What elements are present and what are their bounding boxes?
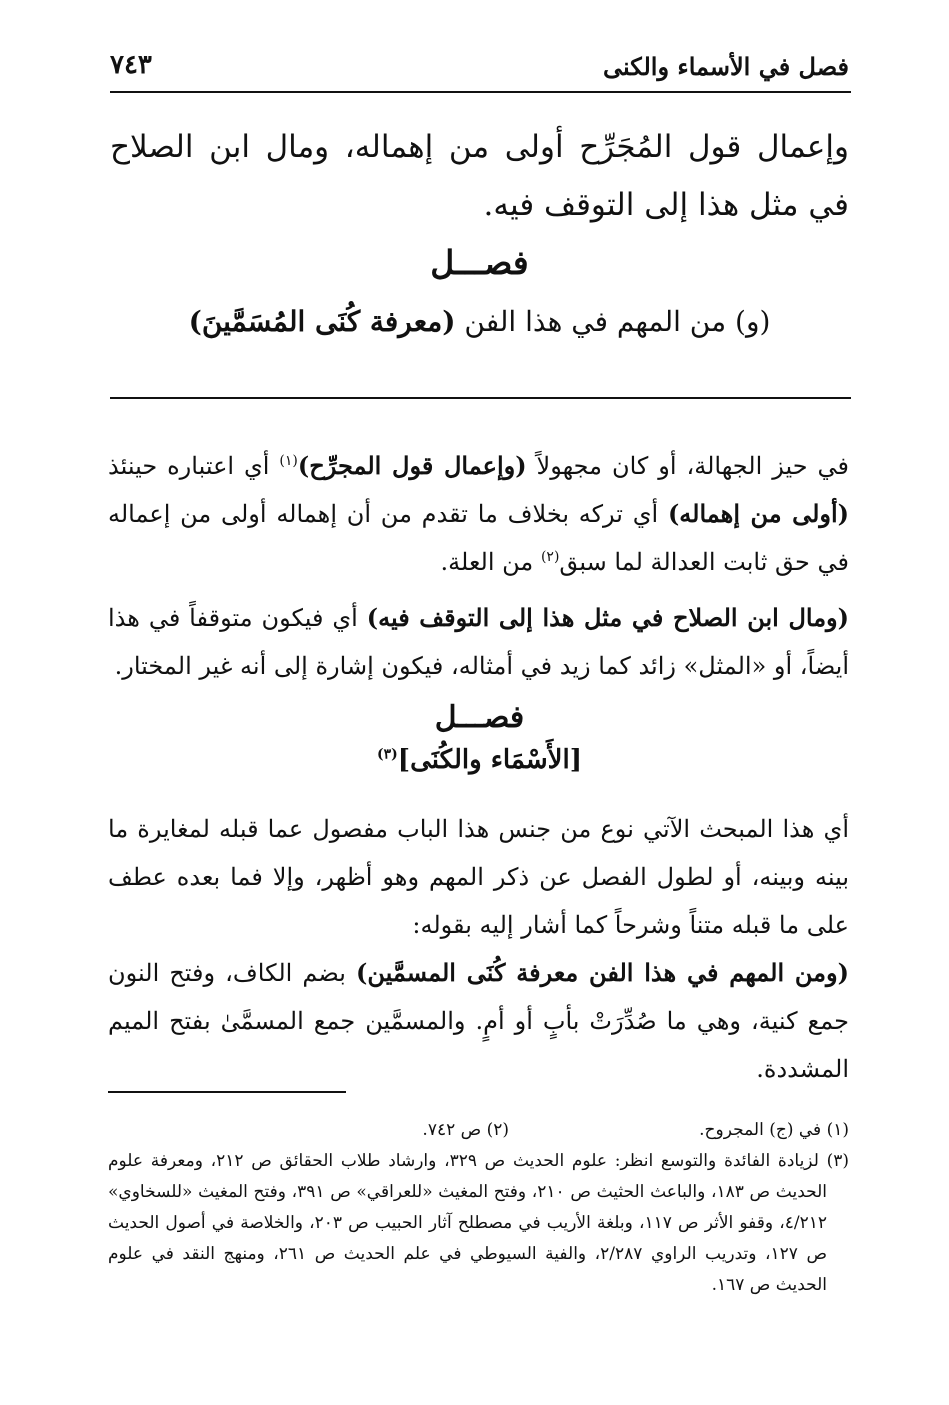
matn-section-heading: فصـــل: [430, 243, 529, 282]
commentary-block-2: [108, 805, 849, 1093]
matn-line: [110, 305, 849, 338]
commentary-paragraph-1: [108, 442, 849, 586]
running-title: فصل في الأسماء والكنى: [602, 52, 849, 81]
footnote-row: [108, 1115, 849, 1146]
running-header: [110, 38, 849, 90]
matn-paragraph: وإعمال قول المُجَرِّح أولى من إهماله، ومال ابن الصلاح في مثل هذا إلى التوقف فيه.: [110, 129, 849, 223]
header-rule: [110, 91, 851, 93]
section-heading: فصـــل: [434, 700, 525, 735]
bold-quote: (أولى من إهماله): [667, 499, 850, 528]
footnote-1: (١) في (ج) المجروح.: [699, 1120, 849, 1140]
text-run: بضم الكاف، وفتح النون جمع كنية، وهي ما صُدِّرَتْ بأبٍ أو أمٍ. والمسمَّين جمع المسمَّىٰ بفتح الميم المشددة.: [108, 959, 849, 1083]
commentary-paragraph-3: أي هذا المبحث الآتي نوع من جنس هذا الباب مفصول عما قبله لمغايرة ما بينه وبينه، أو لطول الفصل عن ذكر المهم وهو أظهر، وإلا فما بعده عطف على ما قبله متناً وشرحاً كما أشار إليه بقوله:: [108, 815, 849, 939]
footnote-rule: [108, 1091, 346, 1093]
subheading-text: [الأَسْمَاء والكُنَى]: [397, 745, 583, 775]
footnote-3: (٣) لزيادة الفائدة والتوسع انظر: علوم الحديث ص ٣٢٩، وارشاد طلاب الحقائق ص ٢١٢، ومعرفة علوم الحديث ص ١٨٣، والباعث الحثيث ص ٢١٠، وفتح المغيث «للعراقي» ص ٣٩١، وفتح المغيث «للسخاوي» ٤/٢١٢، وقفو الأثر ص ١١٧، وبلغة الأريب في مصطلح آثار الحبيب ص ٢٠٣، والخلاصة في أصول الحديث ص ١٢٧، وتدريب الراوي ٢/٢٨٧، والفية السيوطي في علم الحديث ص ٢٦١، ومنهج النقد في علوم الحديث ص ١٦٧.: [108, 1151, 850, 1295]
footnotes: [108, 1115, 849, 1301]
commentary-paragraph-2: [108, 594, 849, 690]
commentary-paragraph-4: [108, 949, 849, 1093]
section-subheading: [110, 745, 849, 775]
text-run: أي اعتباره حينئذ: [108, 452, 270, 480]
text-run: أي تركه بخلاف ما تقدم من أن إهماله أولى من إعماله في حق ثابت العدالة لما سبق: [108, 500, 849, 576]
footnote-ref: (٣): [376, 746, 398, 763]
bold-quote: (وإعمال قول المجرِّح): [297, 451, 527, 480]
page-number: ٧٤٣: [110, 50, 152, 80]
matn-line-bold: (معرفة كُنَى المُسَمَّينَ): [188, 305, 456, 338]
footnote-2: (٢) ص ٧٤٢.: [422, 1120, 509, 1140]
text-run: أي فيكون متوقفاً في هذا أيضاً، أو «المثل» زائد كما زيد في أمثاله، فيكون إشارة إلى أنه غير المختار.: [108, 604, 849, 680]
matn-line-prefix: (و) من المهم في هذا الفن: [464, 305, 771, 338]
commentary-block-1: [108, 442, 849, 690]
text-run: في حيز الجهالة، أو كان مجهولاً: [536, 452, 849, 480]
text-run: من العلة.: [440, 548, 534, 576]
footnote-ref: (٢): [540, 549, 560, 565]
footnote-ref: (١): [279, 453, 298, 469]
bold-quote: (ومال ابن الصلاح في مثل هذا إلى التوقف فيه): [366, 603, 850, 632]
separator-rule: [110, 397, 851, 399]
bold-quote: (ومن المهم في هذا الفن معرفة كُنَى المسمَّين): [355, 958, 849, 987]
matn-text: [110, 118, 849, 234]
